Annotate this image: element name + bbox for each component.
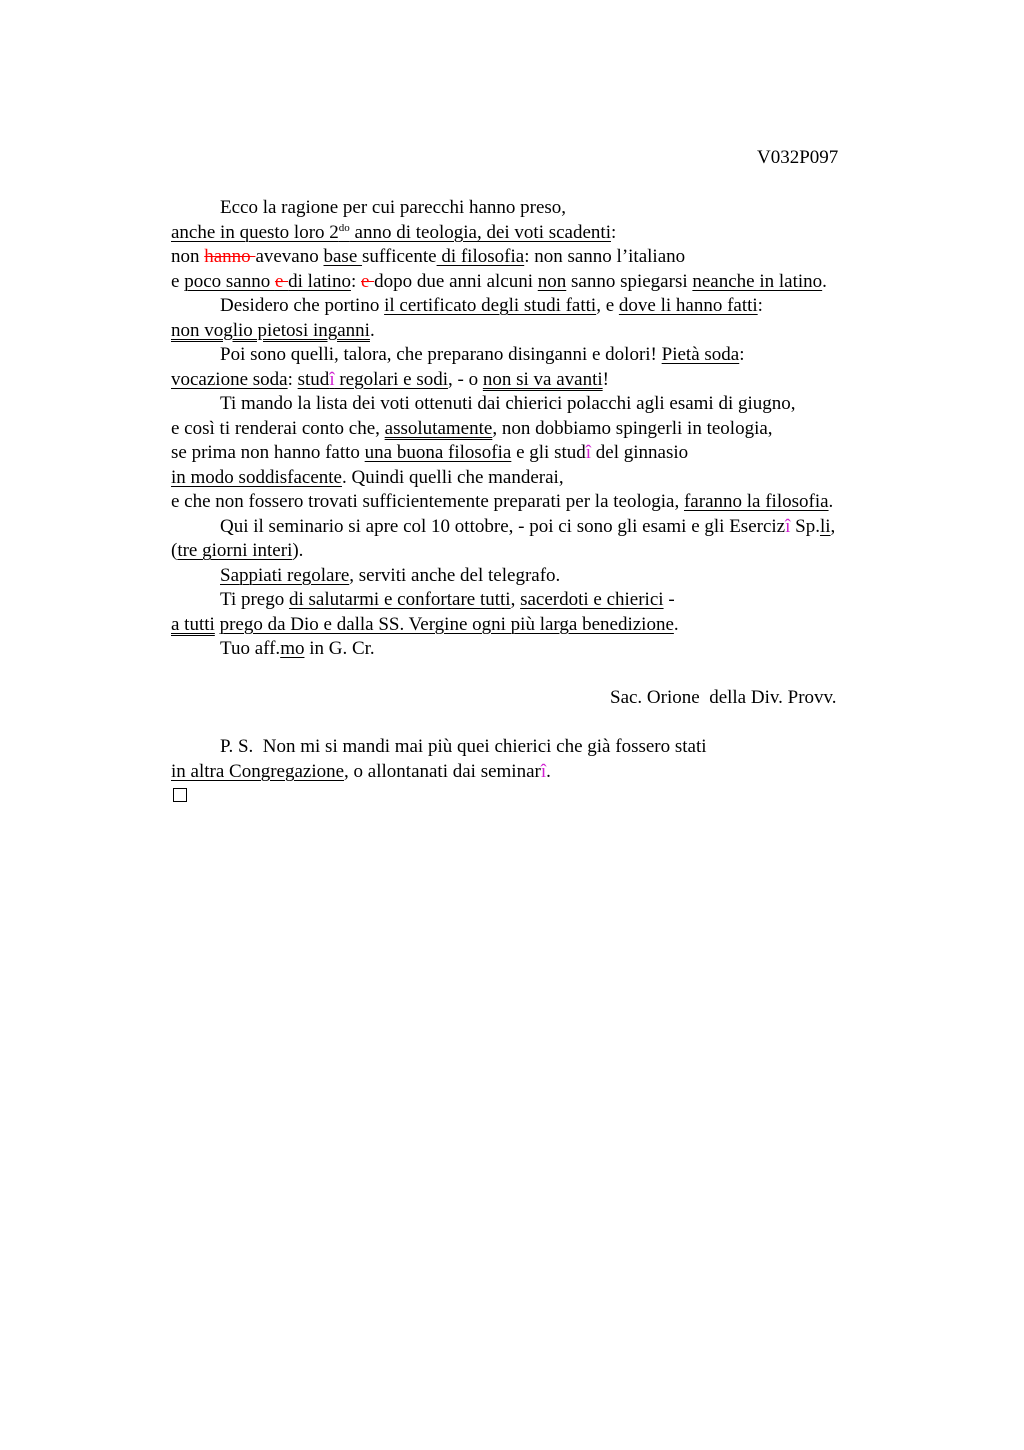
double-underlined-text: non voglio pietosi inganni bbox=[171, 319, 370, 341]
underlined-text: vocazione soda bbox=[171, 368, 288, 390]
underlined-text: di salutarmi e confortare tutti bbox=[288, 589, 511, 610]
underlined-text: faranno la filosofia bbox=[683, 491, 829, 512]
paragraph-4-line-4: in modo soddisfacente. Quindi quelli che manderai, bbox=[171, 466, 564, 488]
editor-mark: î bbox=[785, 515, 791, 537]
struck-text: e bbox=[274, 270, 289, 292]
paragraph-1-line-2: anche in questo loro $2^{do}$ anno di teologia, dei voti scadenti: bbox=[171, 221, 617, 243]
struck-text: hanno bbox=[204, 246, 256, 267]
underlined-text: studî regolari e sodi bbox=[297, 368, 449, 390]
spacer bbox=[171, 711, 911, 736]
paragraph-5-line-1: Qui il seminario si apre col 10 ottobre, - poi ci sono gli esami e gli Esercizî Sp.li, bbox=[220, 515, 836, 537]
struck-text: e bbox=[360, 270, 375, 292]
paragraph-7-line-2: a tutti prego da Dio e dalla SS. Vergine ogni più larga benedizione. bbox=[171, 613, 679, 635]
underlined-text: di filosofia bbox=[436, 246, 525, 267]
underlined-text: base bbox=[323, 246, 363, 267]
underlined-text: non bbox=[537, 270, 567, 292]
double-underlined-text: assolutamente bbox=[384, 417, 493, 439]
paragraph-4-line-5: e che non fossero trovati sufficientemente preparati per la teologia, faranno la filosofia. bbox=[171, 491, 834, 512]
underlined-text: dove li hanno fatti bbox=[618, 295, 758, 316]
paragraph-4-line-1: Ti mando la lista dei voti ottenuti dai chierici polacchi agli esami di giugno, bbox=[220, 393, 796, 414]
paragraph-5-line-2: (tre giorni interi). bbox=[171, 540, 304, 561]
postscript-line-2: in altra Congregazione, o allontanati dai seminarî. bbox=[171, 760, 551, 782]
underlined-text: li bbox=[819, 515, 831, 537]
underlined-text: una buona filosofia bbox=[364, 442, 512, 463]
underlined-text: Pietà soda bbox=[661, 344, 740, 365]
paragraph-4-line-3: se prima non hanno fatto una buona filosofia e gli studî del ginnasio bbox=[171, 442, 689, 463]
underlined-text: sacerdoti e chierici bbox=[520, 589, 664, 610]
page-reference: V032P097 bbox=[757, 147, 839, 168]
underlined-text: anche in questo loro $2^{do}$ anno di teologia, dei voti scadenti bbox=[171, 221, 611, 243]
paragraph-1-line-4: e poco sanno e di latino: e dopo due anni alcuni non sanno spiegarsi neanche in latino. bbox=[171, 270, 827, 292]
editor-mark: î bbox=[329, 368, 335, 390]
underlined-text: mo bbox=[280, 638, 305, 659]
paragraph-1-line-3: non hanno avevano base sufficente di filosofia: non sanno l’italiano bbox=[171, 246, 686, 267]
underlined-text: poco sanno e di latino bbox=[184, 270, 351, 292]
editor-mark: î bbox=[585, 442, 592, 463]
underlined-text: il certificato degli studi fatti bbox=[384, 295, 597, 316]
underlined-text: in modo soddisfacente bbox=[171, 466, 342, 488]
underlined-text: Sappiati regolare bbox=[220, 564, 350, 586]
letter-body bbox=[171, 196, 911, 809]
paragraph-7-line-1: Ti prego di salutarmi e confortare tutti, sacerdoti e chierici - bbox=[220, 589, 675, 610]
underlined-text: tre giorni interi bbox=[177, 540, 293, 561]
paragraph-1-line-1: Ecco la ragione per cui parecchi hanno preso, bbox=[220, 197, 567, 218]
editor-mark: î bbox=[540, 760, 547, 782]
spacer bbox=[171, 662, 911, 687]
closing-line: Tuo aff.mo in G. Cr. bbox=[220, 638, 375, 659]
paragraph-2-line-1: Desidero che portino il certificato degli studi fatti, e dove li hanno fatti: bbox=[220, 295, 763, 316]
underlined-text: neanche in latino bbox=[692, 270, 823, 292]
paragraph-2-line-2: non voglio pietosi inganni. bbox=[171, 319, 375, 341]
paragraph-3-line-2: vocazione soda: studî regolari e sodi, - o non si va avanti! bbox=[171, 368, 609, 390]
paragraph-4-line-2: e così ti renderai conto che, assolutamente, non dobbiamo spingerli in teologia, bbox=[171, 417, 773, 439]
postscript-line-1: P. S. Non mi si mandi mai più quei chierici che già fossero stati bbox=[220, 736, 707, 757]
double-underlined-text: a tutti bbox=[171, 613, 215, 635]
paragraph-6-line-1: Sappiati regolare, serviti anche del telegrafo. bbox=[220, 564, 561, 586]
end-marker-line bbox=[171, 784, 911, 809]
double-underlined-text: non si va avanti bbox=[482, 368, 603, 390]
superscript: do bbox=[338, 221, 350, 234]
underlined-text: prego da Dio e dalla SS. Vergine ogni più larga benedizione bbox=[219, 613, 674, 635]
underlined-text: in altra Congregazione bbox=[171, 760, 345, 782]
end-box-icon bbox=[173, 788, 187, 802]
paragraph-3-line-1: Poi sono quelli, talora, che preparano disinganni e dolori! Pietà soda: bbox=[220, 344, 745, 365]
signature: Sac. Orione della Div. Provv. bbox=[610, 687, 837, 708]
